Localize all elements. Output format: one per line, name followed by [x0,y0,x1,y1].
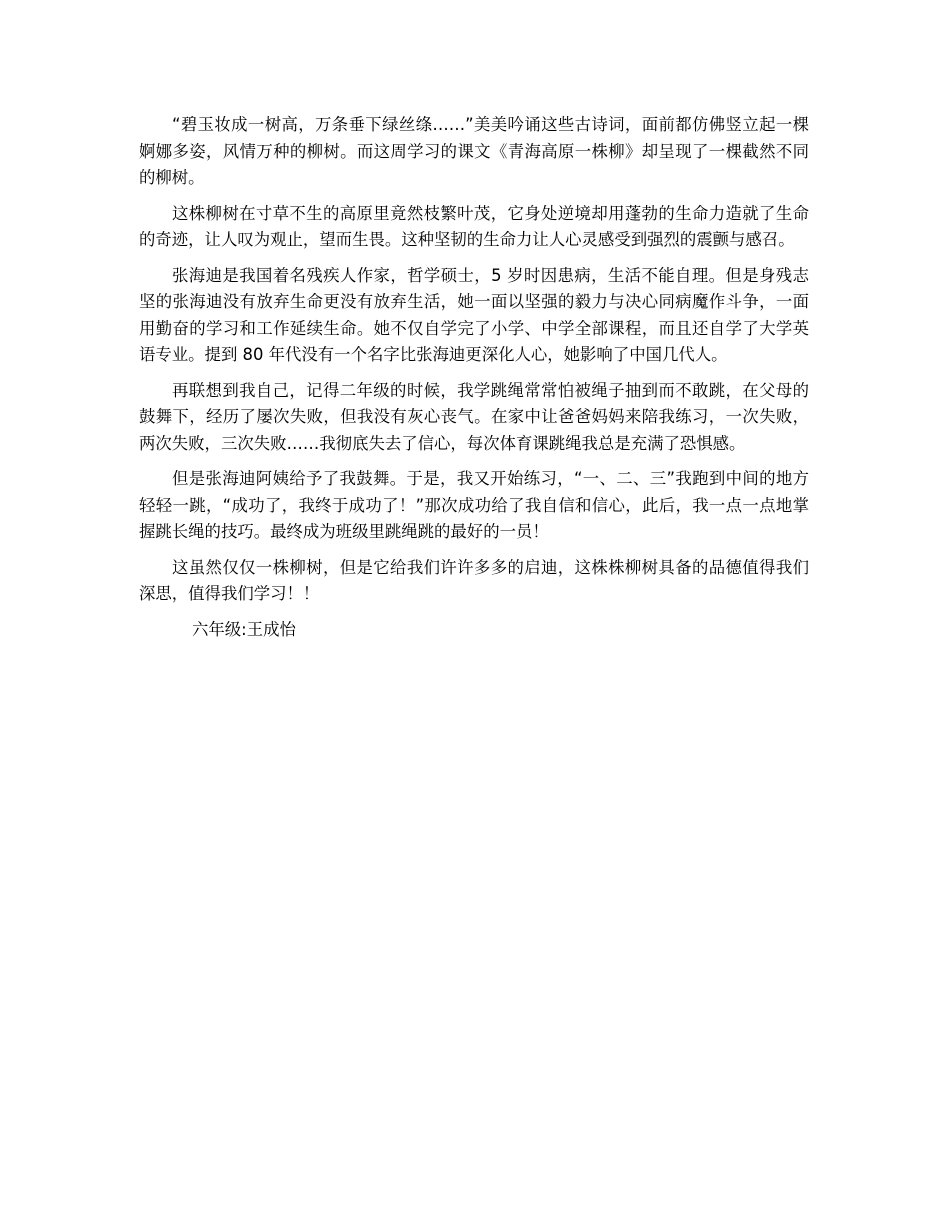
paragraph-6: 这虽然仅仅一株柳树，但是它给我们许许多多的启迪，这株株柳树具备的品德值得我们深思，值得我们学习！！ [139,557,809,603]
document-page [139,112,809,643]
paragraph-5: 但是张海迪阿姨给予了我鼓舞。于是，我又开始练习，“一、二、三”我跑到中间的地方轻轻一跳，“成功了，我终于成功了！”那次成功给了我自信和信心，此后，我一点一点地掌握跳长绳的技巧。最终成为班级里跳绳跳的最好的一员！ [139,469,809,541]
paragraph-4: 再联想到我自己，记得二年级的时候，我学跳绳常常怕被绳子抽到而不敢跳，在父母的鼓舞下，经历了屡次失败，但我没有灰心丧气。在家中让爸爸妈妈来陪我练习，一次失败，两次失败，三次失败……我彻底失去了信心，每次体育课跳绳我总是充满了恐惧感。 [139,380,809,453]
author-signature: 六年级:王成怡 [192,619,296,639]
paragraph-1: “碧玉妆成一树高，万条垂下绿丝绦……”美美吟诵这些古诗词，面前都仿佛竖立起一棵婀娜多姿，风情万种的柳树。而这周学习的课文《青海高原一株柳》却呈现了一棵截然不同的柳树。 [139,115,809,187]
paragraph-2: 这株柳树在寸草不生的高原里竟然枝繁叶茂，它身处逆境却用蓬勃的生命力造就了生命的奇迹，让人叹为观止，望而生畏。这种坚韧的生命力让人心灵感受到强烈的震颤与感召。 [139,203,809,249]
paragraph-3: 张海迪是我国着名残疾人作家，哲学硕士，5 岁时因患病，生活不能自理。但是身残志坚的张海迪没有放弃生命更没有放弃生活，她一面以坚强的毅力与决心同病魔作斗争，一面用勤奋的学习和工作延续生命。她不仅自学完了小学、中学全部课程，而且还自学了大学英语专业。提到 80 年代没有一个名字比张海迪更深化人心，她影响了中国几代人。 [139,265,809,364]
